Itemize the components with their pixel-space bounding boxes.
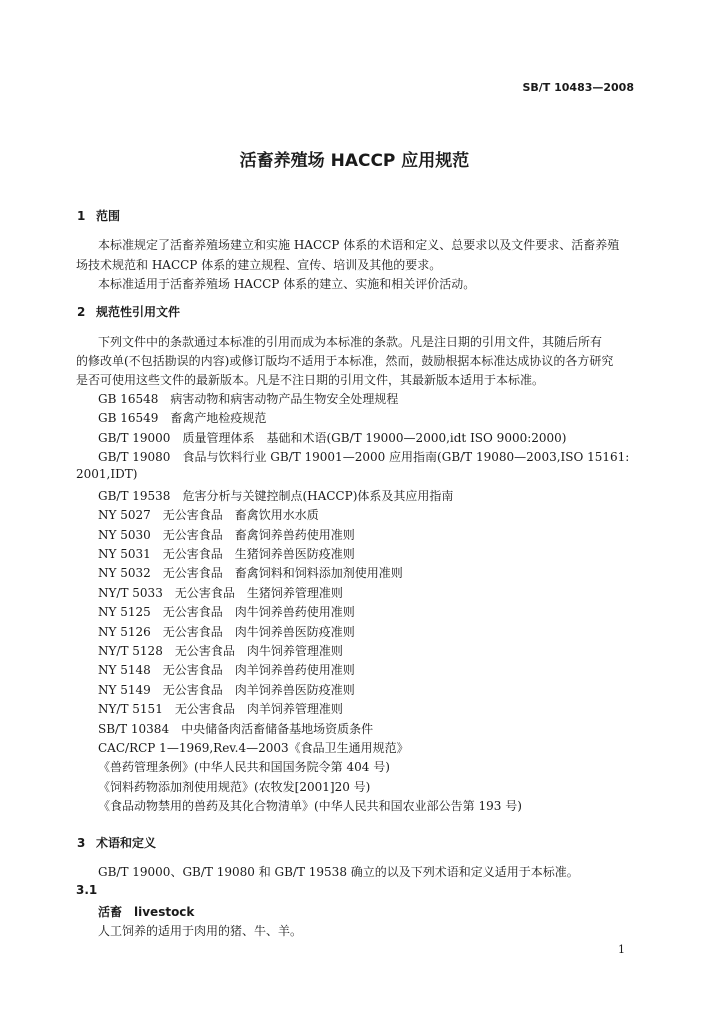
reference-item: NY 5126 无公害食品 肉牛饲养兽医防疫准则 <box>98 625 355 639</box>
reference-item: NY/T 5151 无公害食品 肉羊饲养管理准则 <box>98 702 343 716</box>
reference-item: GB/T 19538 危害分析与关键控制点(HACCP)体系及其应用指南 <box>98 489 454 503</box>
section-number: 2 <box>77 305 86 319</box>
reference-item: GB/T 19080 食品与饮料行业 GB/T 19001—2000 应用指南(GB/T 19080—2003,ISO 15161: <box>98 450 630 464</box>
section-3-heading <box>77 834 156 851</box>
section-number: 3 <box>77 836 86 850</box>
reference-item: NY 5027 无公害食品 畜禽饮用水水质 <box>98 508 319 522</box>
reference-item-continuation: 2001,IDT) <box>76 467 138 481</box>
section-title: 范围 <box>96 209 121 223</box>
term-heading: 活畜 livestock <box>98 905 195 919</box>
reference-item: NY/T 5128 无公害食品 肉牛饲养管理准则 <box>98 644 343 658</box>
reference-item: GB 16549 畜禽产地检疫规范 <box>98 411 267 425</box>
paragraph-line: GB/T 19000、GB/T 19080 和 GB/T 19538 确立的以及下列术语和定义适用于本标准。 <box>98 865 579 879</box>
reference-item: NY/T 5033 无公害食品 生猪饲养管理准则 <box>98 586 343 600</box>
document-title: 活畜养殖场 HACCP 应用规范 <box>239 151 470 171</box>
paragraph-line: 本标准规定了活畜养殖场建立和实施 HACCP 体系的术语和定义、总要求以及文件要求、活畜养殖 <box>98 238 620 252</box>
reference-item: GB/T 19000 质量管理体系 基础和术语(GB/T 19000—2000,idt ISO 9000:2000) <box>98 431 567 445</box>
term-definition: 人工饲养的适用于肉用的猪、牛、羊。 <box>98 924 303 938</box>
reference-item: 《兽药管理条例》(中华人民共和国国务院令第 404 号) <box>98 760 390 774</box>
paragraph-line: 本标准适用于活畜养殖场 HACCP 体系的建立、实施和相关评价活动。 <box>98 277 476 291</box>
section-number: 1 <box>77 209 86 223</box>
subsection-number: 3.1 <box>76 883 98 897</box>
paragraph-line: 的修改单(不包括勘误的内容)或修订版均不适用于本标准，然而，鼓励根据本标准达成协议的各方研究 <box>76 354 614 368</box>
reference-item: NY 5149 无公害食品 肉羊饲养兽医防疫准则 <box>98 683 355 697</box>
reference-item: NY 5030 无公害食品 畜禽饲养兽药使用准则 <box>98 528 355 542</box>
reference-item: 《饲料药物添加剂使用规范》(农牧发[2001]20 号) <box>98 780 371 794</box>
reference-item: SB/T 10384 中央储备肉活畜储备基地场资质条件 <box>98 722 374 736</box>
section-title: 规范性引用文件 <box>96 305 181 319</box>
standard-code: SB/T 10483—2008 <box>522 81 634 94</box>
section-2-heading <box>77 303 180 320</box>
section-1-heading <box>77 207 120 224</box>
reference-item: 《食品动物禁用的兽药及其化合物清单》(中华人民共和国农业部公告第 193 号) <box>98 799 522 813</box>
reference-item: NY 5031 无公害食品 生猪饲养兽医防疫准则 <box>98 547 355 561</box>
reference-item: NY 5032 无公害食品 畜禽饲料和饲料添加剂使用准则 <box>98 566 403 580</box>
page-number: 1 <box>618 943 625 956</box>
reference-item: NY 5148 无公害食品 肉羊饲养兽药使用准则 <box>98 663 355 677</box>
reference-item: CAC/RCP 1—1969,Rev.4—2003《食品卫生通用规范》 <box>98 741 409 755</box>
paragraph-line: 是否可使用这些文件的最新版本。凡是不注日期的引用文件，其最新版本适用于本标准。 <box>76 373 545 387</box>
reference-item: GB 16548 病害动物和病害动物产品生物安全处理规程 <box>98 392 399 406</box>
reference-item: NY 5125 无公害食品 肉牛饲养兽药使用准则 <box>98 605 355 619</box>
section-title: 术语和定义 <box>96 836 157 850</box>
paragraph-line: 下列文件中的条款通过本标准的引用而成为本标准的条款。凡是注日期的引用文件，其随后所有 <box>98 335 603 349</box>
paragraph-line: 场技术规范和 HACCP 体系的建立规程、宣传、培训及其他的要求。 <box>76 258 442 272</box>
